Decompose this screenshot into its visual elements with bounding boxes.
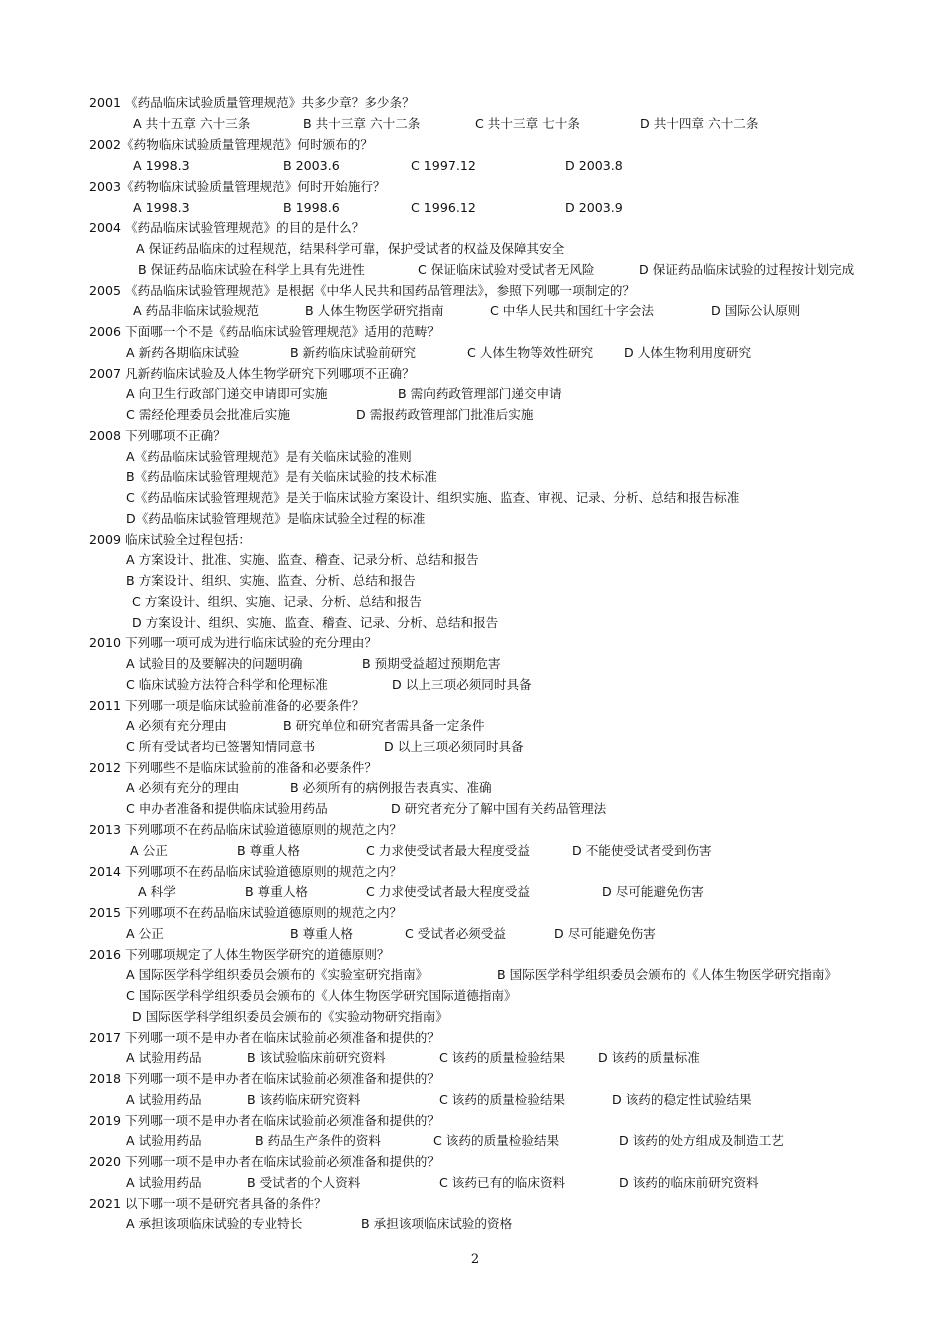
option-text: B 研究单位和研究者需具备一定条件	[283, 718, 485, 733]
question-text: 2013 下列哪项不在药品临床试验道德原则的规范之内？	[89, 822, 403, 837]
option-row	[0, 242, 950, 258]
option-text: D 该药的稳定性试验结果	[612, 1092, 752, 1107]
question-text: 2011 下列哪一项是临床试验前准备的必要条件？	[89, 698, 365, 713]
option-text: B 必须所有的病例报告表真实、准确	[290, 780, 492, 795]
option-text: D 2003.9	[565, 200, 623, 215]
question-text: 2012 下列哪些不是临床试验前的准备和必要条件？	[89, 760, 377, 775]
question-text: 2002《药物临床试验质量管理规范》何时颁布的？	[89, 137, 373, 152]
option-text: C 国际医学科学组织委员会颁布的《人体生物医学研究国际道德指南》	[126, 988, 517, 1003]
option-text: B 人体生物医学研究指南	[305, 303, 444, 318]
question-text: 2014 下列哪项不在药品临床试验道德原则的规范之内？	[89, 864, 403, 879]
option-text: A 试验用药品	[126, 1092, 202, 1107]
question-text: 2015 下列哪项不在药品临床试验道德原则的规范之内？	[89, 905, 403, 920]
option-row	[0, 844, 950, 860]
option-text: C 临床试验方法符合科学和伦理标准	[126, 677, 328, 692]
option-row	[0, 263, 950, 279]
option-row	[0, 304, 950, 320]
option-text: C 共十三章 七十条	[475, 116, 580, 131]
option-text: C 1997.12	[411, 158, 476, 173]
question-text: 2016 下列哪项规定了人体生物医学研究的道德原则？	[89, 947, 390, 962]
question-text: 2019 下列哪一项不是申办者在临床试验前必须准备和提供的？	[89, 1113, 440, 1128]
option-text: D 国际医学科学组织委员会颁布的《实验动物研究指南》	[132, 1009, 448, 1024]
option-text: A 公正	[126, 926, 164, 941]
option-text: A 方案设计、批准、实施、监查、稽查、记录分析、总结和报告	[126, 552, 479, 567]
option-text: D 研究者充分了解中国有关药品管理法	[391, 801, 607, 816]
option-text: B 国际医学科学组织委员会颁布的《人体生物医学研究指南》	[497, 967, 838, 982]
option-text: C 受试者必须受益	[405, 926, 506, 941]
question-text: 2001 《药品临床试验质量管理规范》共多少章？多少条？	[89, 95, 415, 110]
option-text: B 预期受益超过预期危害	[362, 656, 501, 671]
option-text: C 申办者准备和提供临床试验用药品	[126, 801, 328, 816]
option-text: D 方案设计、组织、实施、监查、稽查、记录、分析、总结和报告	[132, 615, 499, 630]
option-text: A 科学	[138, 884, 176, 899]
option-text: A 试验目的及要解决的问题明确	[126, 656, 303, 671]
option-row	[0, 574, 950, 590]
option-text: D 以上三项必须同时具备	[384, 739, 524, 754]
question-text: 2010 下列哪一项可成为进行临床试验的充分理由？	[89, 635, 377, 650]
option-text: A 新药各期临床试验	[126, 345, 240, 360]
option-text: C 该药的质量检验结果	[439, 1050, 566, 1065]
option-text: D 共十四章 六十二条	[640, 116, 759, 131]
option-text: A 承担该项临床试验的专业特长	[126, 1216, 303, 1231]
option-text: C《药品临床试验管理规范》是关于临床试验方案设计、组织实施、监查、审视、记录、分析、总结和报告标准	[126, 490, 740, 505]
option-text: B 药品生产条件的资料	[255, 1133, 381, 1148]
option-text: D 该药的质量标准	[598, 1050, 700, 1065]
option-text: B 尊重人格	[245, 884, 309, 899]
option-text: A 必须有充分的理由	[126, 780, 240, 795]
option-row	[0, 1217, 950, 1233]
option-text: A 药品非临床试验规范	[133, 303, 259, 318]
option-text: A 保证药品临床的过程规范，结果科学可靠，保护受试者的权益及保障其安全	[136, 241, 565, 256]
option-text: B 该试验临床前研究资料	[247, 1050, 386, 1065]
question-text: 2006 下面哪一个不是《药品临床试验管理规范》适用的范畴？	[89, 324, 440, 339]
option-row	[0, 553, 950, 569]
option-text: B 尊重人格	[237, 843, 301, 858]
option-row	[0, 885, 950, 901]
option-row	[0, 201, 950, 217]
option-row	[0, 657, 950, 673]
option-text: C 人体生物等效性研究	[467, 345, 594, 360]
option-row	[0, 346, 950, 362]
question-text: 2004 《药品临床试验管理规范》的目的是什么？	[89, 220, 365, 235]
option-row	[0, 989, 950, 1005]
option-text: D 尽可能避免伤害	[554, 926, 656, 941]
page-number: 2	[470, 1252, 480, 1267]
option-row	[0, 927, 950, 943]
option-text: D 国际公认原则	[711, 303, 801, 318]
option-text: A 必须有充分理由	[126, 718, 227, 733]
option-row	[0, 159, 950, 175]
option-text: B 保证药品临床试验在科学上具有先进性	[138, 262, 365, 277]
option-text: A 向卫生行政部门递交申请即可实施	[126, 386, 328, 401]
option-text: B 该药临床研究资料	[247, 1092, 361, 1107]
option-text: D 尽可能避免伤害	[602, 884, 704, 899]
option-row	[0, 781, 950, 797]
option-row	[0, 616, 950, 632]
option-text: D 人体生物利用度研究	[624, 345, 752, 360]
option-row	[0, 1134, 950, 1150]
option-text: B 受试者的个人资料	[247, 1175, 361, 1190]
option-text: A 国际医学科学组织委员会颁布的《实验室研究指南》	[126, 967, 429, 982]
option-text: C 该药的质量检验结果	[439, 1092, 566, 1107]
question-text: 2008 下列哪项不正确？	[89, 428, 226, 443]
option-text: D《药品临床试验管理规范》是临床试验全过程的标准	[126, 511, 426, 526]
option-row	[0, 1051, 950, 1067]
option-text: B 2003.6	[283, 158, 340, 173]
option-row	[0, 450, 950, 466]
option-text: A 试验用药品	[126, 1175, 202, 1190]
option-row	[0, 802, 950, 818]
option-text: D 不能使受试者受到伤害	[572, 843, 712, 858]
option-text: B 尊重人格	[290, 926, 354, 941]
question-text: 2020 下列哪一项不是申办者在临床试验前必须准备和提供的？	[89, 1154, 440, 1169]
option-text: A 1998.3	[133, 200, 190, 215]
option-text: D 保证药品临床试验的过程按计划完成	[639, 262, 855, 277]
option-row	[0, 678, 950, 694]
option-text: C 力求使受试者最大程度受益	[366, 843, 530, 858]
option-text: C 该药的质量检验结果	[433, 1133, 560, 1148]
option-row	[0, 470, 950, 486]
option-text: B 需向药政管理部门递交申请	[398, 386, 562, 401]
option-text: C 力求使受试者最大程度受益	[366, 884, 530, 899]
option-row	[0, 719, 950, 735]
option-text: D 2003.8	[565, 158, 623, 173]
question-text: 2017 下列哪一项不是申办者在临床试验前必须准备和提供的？	[89, 1030, 440, 1045]
option-text: C 所有受试者均已签署知情同意书	[126, 739, 316, 754]
option-text: C 该药已有的临床资料	[439, 1175, 566, 1190]
option-row	[0, 1010, 950, 1026]
option-row	[0, 512, 950, 528]
option-text: B 承担该项临床试验的资格	[361, 1216, 513, 1231]
question-text: 2021 以下哪一项不是研究者具备的条件？	[89, 1196, 327, 1211]
option-text: D 以上三项必须同时具备	[392, 677, 532, 692]
option-text: D 该药的临床前研究资料	[619, 1175, 759, 1190]
option-text: A 公正	[130, 843, 168, 858]
option-row	[0, 595, 950, 611]
option-text: B 方案设计、组织、实施、监查、分析、总结和报告	[126, 573, 416, 588]
option-text: C 1996.12	[411, 200, 476, 215]
option-text: A 试验用药品	[126, 1133, 202, 1148]
option-text: B 共十三章 六十二条	[303, 116, 421, 131]
option-row	[0, 387, 950, 403]
option-text: A 1998.3	[133, 158, 190, 173]
question-text: 2005 《药品临床试验管理规范》是根据《中华人民共和国药品管理法》，参照下列哪一项制定的？	[89, 283, 636, 298]
option-row	[0, 491, 950, 507]
option-text: C 需经伦理委员会批准后实施	[126, 407, 290, 422]
option-text: B《药品临床试验管理规范》是有关临床试验的技术标准	[126, 469, 437, 484]
option-row	[0, 1176, 950, 1192]
option-row	[0, 1093, 950, 1109]
question-text: 2003《药物临床试验质量管理规范》何时开始施行？	[89, 179, 386, 194]
option-text: B 1998.6	[283, 200, 340, 215]
option-text: C 方案设计、组织、实施、记录、分析、总结和报告	[132, 594, 422, 609]
option-row	[0, 740, 950, 756]
option-row	[0, 968, 950, 984]
question-text: 2007 凡新药临床试验及人体生物学研究下列哪项不正确？	[89, 366, 415, 381]
option-text: B 新药临床试验前研究	[290, 345, 416, 360]
option-text: A 试验用药品	[126, 1050, 202, 1065]
question-text: 2009 临床试验全过程包括：	[89, 532, 251, 547]
question-text: 2018 下列哪一项不是申办者在临床试验前必须准备和提供的？	[89, 1071, 440, 1086]
option-text: D 需报药政管理部门批准后实施	[356, 407, 534, 422]
option-row	[0, 408, 950, 424]
option-text: A 共十五章 六十三条	[133, 116, 251, 131]
option-row	[0, 117, 950, 133]
option-text: C 中华人民共和国红十字会法	[490, 303, 654, 318]
option-text: A《药品临床试验管理规范》是有关临床试验的准则	[126, 449, 412, 464]
option-text: C 保证临床试验对受试者无风险	[418, 262, 595, 277]
option-text: D 该药的处方组成及制造工艺	[619, 1133, 784, 1148]
